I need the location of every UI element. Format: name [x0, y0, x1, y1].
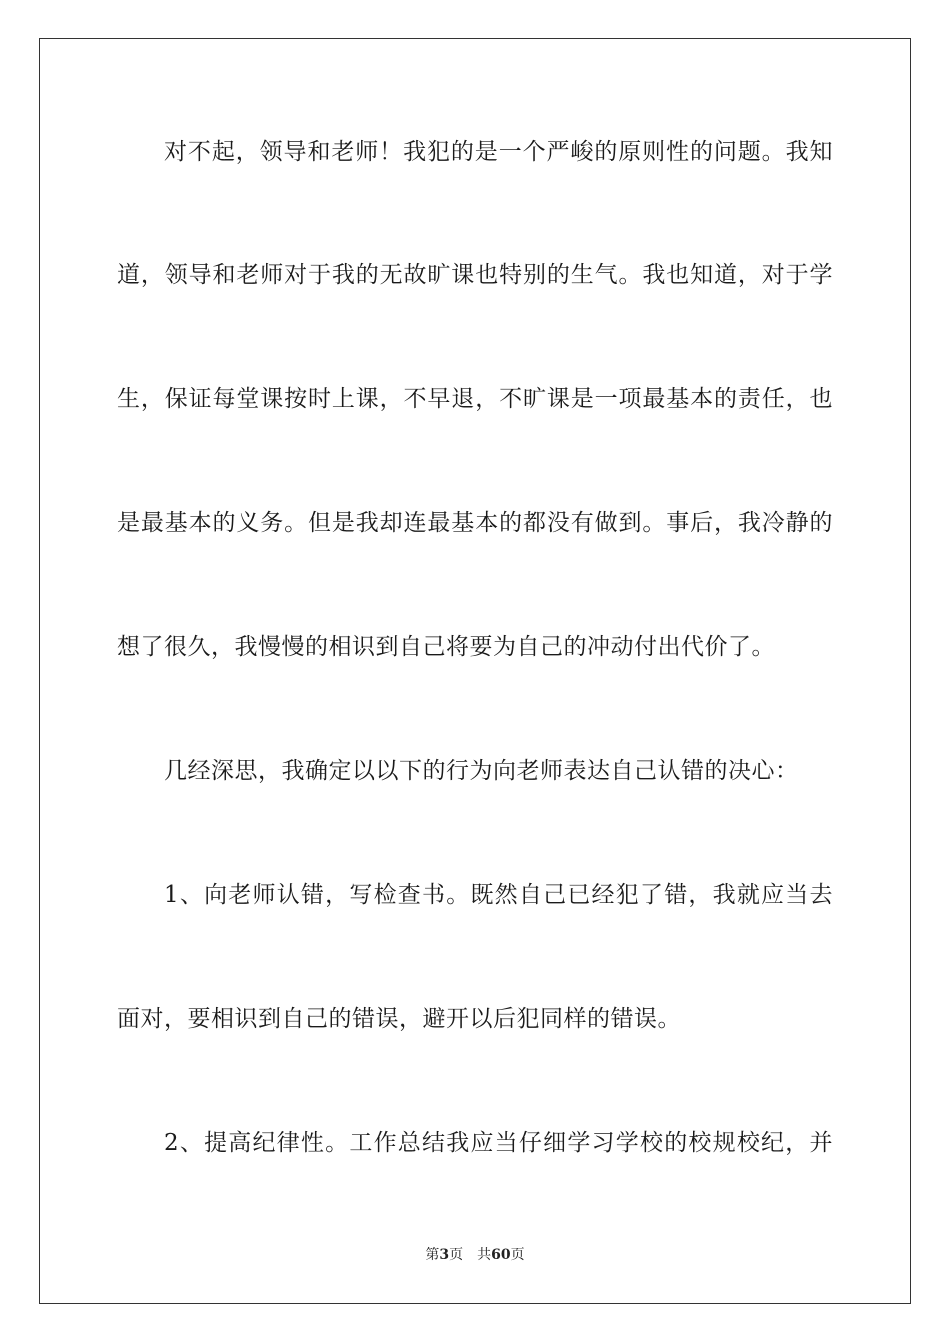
paragraph-line-5: 想了很久，我慢慢的相识到自己将要为自己的冲动付出代价了。: [117, 634, 775, 660]
paragraph-line-2: 道，领导和老师对于我的无故旷课也特别的生气。我也知道，对于学: [117, 262, 833, 288]
paragraph-line-4: 是最基本的义务。但是我却连最基本的都没有做到。事后，我冷静的: [117, 510, 833, 536]
paragraph-line-9: 2、提高纪律性。工作总结我应当仔细学习学校的校规校纪，并: [164, 1130, 833, 1156]
page-border: [39, 38, 911, 1304]
page-footer: [0, 1246, 950, 1264]
footer-page-prefix: 第: [425, 1247, 440, 1263]
paragraph-line-8: 面对，要相识到自己的错误，避开以后犯同样的错误。: [117, 1006, 681, 1032]
paragraph-line-1: 对不起，领导和老师！我犯的是一个严峻的原则性的问题。我知: [164, 139, 833, 165]
footer-total-suffix: 页: [510, 1247, 525, 1263]
footer-page-suffix: 页: [449, 1247, 464, 1263]
footer-total-prefix: 共: [477, 1247, 492, 1263]
paragraph-line-3: 生，保证每堂课按时上课，不早退，不旷课是一项最基本的责任，也: [117, 386, 833, 412]
paragraph-line-7: 1、向老师认错，写检查书。既然自己已经犯了错，我就应当去: [164, 882, 833, 908]
paragraph-line-6: 几经深思，我确定以以下的行为向老师表达自己认错的决心：: [164, 758, 799, 784]
footer-page-total: 60: [491, 1247, 511, 1263]
footer-page-current: 3: [439, 1247, 450, 1263]
